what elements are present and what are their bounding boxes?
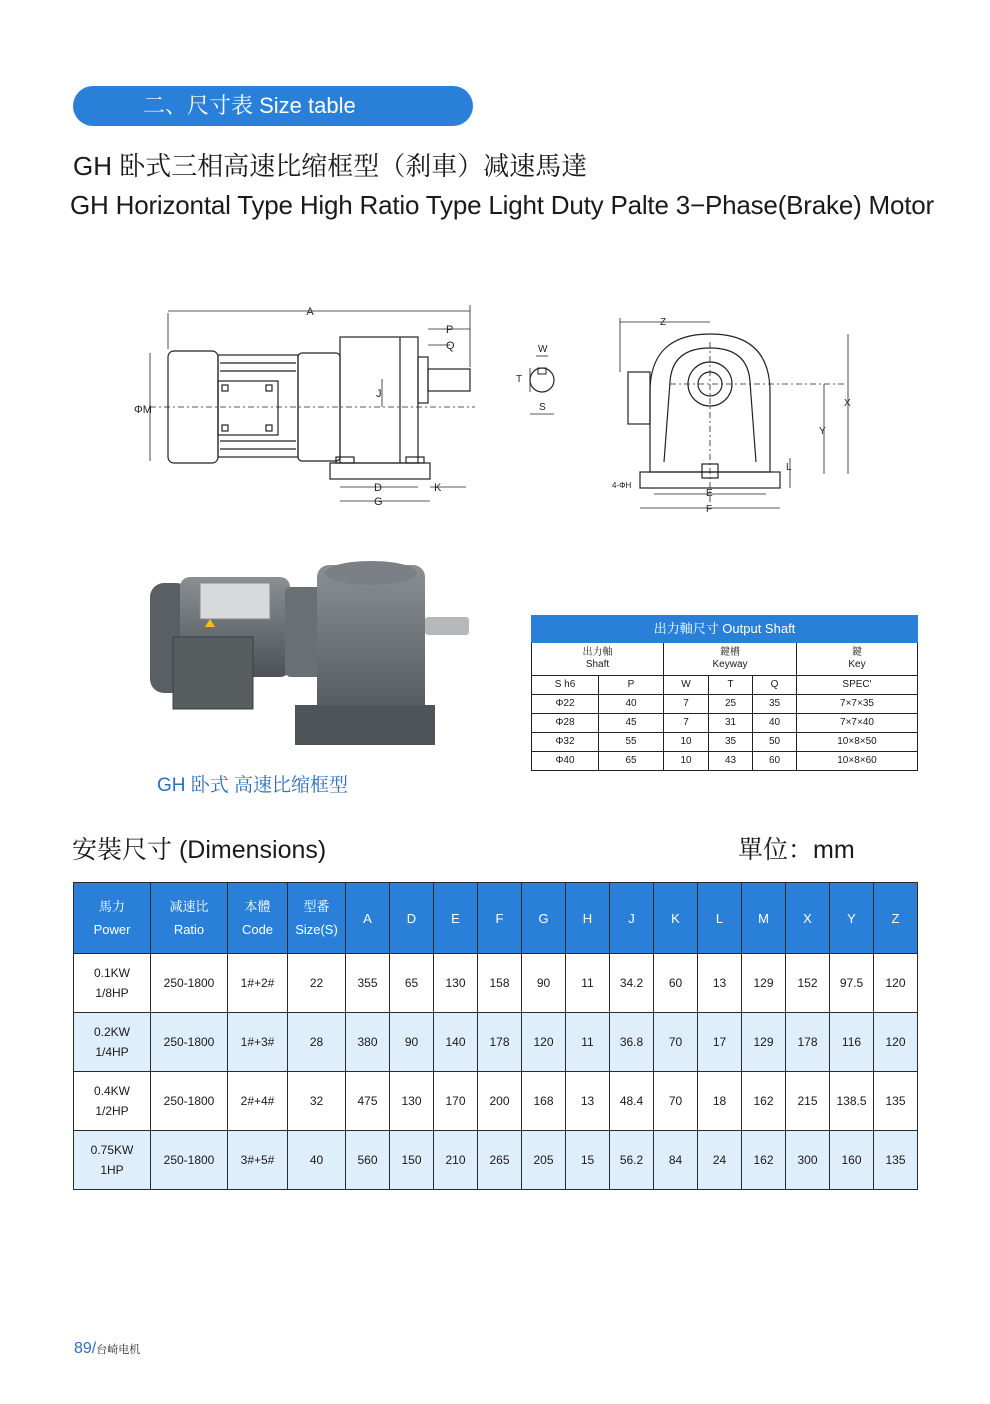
header-J: J: [610, 883, 654, 954]
group-key: 鍵 Key: [797, 643, 918, 676]
label-M: ΦM: [134, 404, 152, 416]
gear-motor-photo: [145, 555, 475, 760]
table-cell: 65: [390, 954, 434, 1013]
label-W: W: [538, 344, 548, 355]
table-cell: 1#+3#: [228, 1013, 288, 1072]
group-keyway: 鍵槽 Keyway: [664, 643, 797, 676]
table-cell: 178: [478, 1013, 522, 1072]
label-T: T: [516, 374, 523, 385]
header-size: 型番 Size(S): [288, 883, 346, 954]
page-footer: [74, 1340, 140, 1358]
power-cell: 0.4KW 1/2HP: [74, 1072, 151, 1131]
label-H: 4-ΦH: [612, 481, 632, 490]
table-cell: 355: [346, 954, 390, 1013]
table-cell: 15: [566, 1131, 610, 1190]
table-cell: 130: [390, 1072, 434, 1131]
page-number: 89/: [74, 1340, 97, 1357]
header-E: E: [434, 883, 478, 954]
table-row: [74, 1013, 918, 1072]
dimensions-body: [74, 954, 918, 1190]
power-cell: 0.2KW 1/4HP: [74, 1013, 151, 1072]
table-row: [74, 1131, 918, 1190]
table-cell: 140: [434, 1013, 478, 1072]
table-row: Φ40 65 10 43 60 10×8×60: [532, 752, 918, 771]
label-Z: Z: [660, 317, 667, 328]
table-row: [74, 954, 918, 1013]
table-row: Φ32 55 10 35 50 10×8×50: [532, 733, 918, 752]
header-G: G: [522, 883, 566, 954]
table-cell: 11: [566, 1013, 610, 1072]
power-cell: 0.1KW 1/8HP: [74, 954, 151, 1013]
col-header: Q: [753, 676, 797, 695]
label-J: J: [376, 388, 382, 400]
table-cell: 215: [786, 1072, 830, 1131]
header-A: A: [346, 883, 390, 954]
table-cell: 475: [346, 1072, 390, 1131]
label-L: L: [786, 462, 792, 473]
table-cell: 250-1800: [151, 1013, 228, 1072]
table-cell: 250-1800: [151, 954, 228, 1013]
table-cell: 168: [522, 1072, 566, 1131]
table-cell: 1#+2#: [228, 954, 288, 1013]
table-cell: 60: [654, 954, 698, 1013]
table-cell: 560: [346, 1131, 390, 1190]
group-shaft: 出力軸 Shaft: [532, 643, 664, 676]
header-X: X: [786, 883, 830, 954]
header-L: L: [698, 883, 742, 954]
table-cell: 205: [522, 1131, 566, 1190]
table-cell: 130: [434, 954, 478, 1013]
table-cell: 3#+5#: [228, 1131, 288, 1190]
table-cell: 162: [742, 1072, 786, 1131]
output-shaft-title: 出力軸尺寸 Output Shaft: [532, 616, 918, 643]
label-S: S: [539, 402, 546, 413]
table-cell: 158: [478, 954, 522, 1013]
label-Q: Q: [446, 340, 455, 352]
table-cell: 90: [390, 1013, 434, 1072]
table-cell: 178: [786, 1013, 830, 1072]
table-cell: 90: [522, 954, 566, 1013]
table-cell: 22: [288, 954, 346, 1013]
table-cell: 300: [786, 1131, 830, 1190]
table-cell: 210: [434, 1131, 478, 1190]
label-X: X: [844, 398, 851, 409]
table-cell: 120: [522, 1013, 566, 1072]
table-cell: 48.4: [610, 1072, 654, 1131]
front-view-drawing: [610, 312, 860, 517]
table-cell: 28: [288, 1013, 346, 1072]
label-Y: Y: [819, 426, 826, 437]
table-cell: 13: [566, 1072, 610, 1131]
side-view-drawing: [130, 295, 475, 515]
table-cell: 120: [874, 954, 918, 1013]
power-cell: 0.75KW 1HP: [74, 1131, 151, 1190]
section-header-label: 二、尺寸表 Size table: [143, 93, 356, 118]
shaft-column-header-row: [532, 676, 918, 695]
dimensions-header-row: [74, 883, 918, 954]
table-cell: 11: [566, 954, 610, 1013]
key-section-drawing: [508, 340, 568, 420]
output-shaft-table: [531, 615, 918, 771]
footer-brand: 台崎电机: [96, 1344, 141, 1356]
table-cell: 162: [742, 1131, 786, 1190]
table-cell: 170: [434, 1072, 478, 1131]
label-E: E: [706, 488, 713, 499]
col-header: P: [599, 676, 664, 695]
dimensions-title: 安裝尺寸 (Dimensions): [72, 836, 327, 864]
label-K: K: [434, 482, 442, 494]
header-F: F: [478, 883, 522, 954]
table-cell: 24: [698, 1131, 742, 1190]
label-F: F: [706, 504, 713, 515]
table-row: [74, 1072, 918, 1131]
header-K: K: [654, 883, 698, 954]
table-cell: 116: [830, 1013, 874, 1072]
page-title-en: GH Horizontal Type High Ratio Type Light Duty Palte 3−Phase(Brake) Motor: [70, 190, 935, 220]
table-cell: 18: [698, 1072, 742, 1131]
table-cell: 17: [698, 1013, 742, 1072]
table-cell: 120: [874, 1013, 918, 1072]
col-header: W: [664, 676, 709, 695]
table-cell: 70: [654, 1072, 698, 1131]
table-cell: 265: [478, 1131, 522, 1190]
col-header: SPEC': [797, 676, 918, 695]
header-power: 馬力 Power: [74, 883, 151, 954]
table-cell: 13: [698, 954, 742, 1013]
table-cell: 250-1800: [151, 1131, 228, 1190]
table-cell: 32: [288, 1072, 346, 1131]
table-cell: 135: [874, 1072, 918, 1131]
col-header: T: [709, 676, 753, 695]
label-P: P: [446, 324, 454, 336]
label-D: D: [374, 482, 382, 494]
header-H: H: [566, 883, 610, 954]
header-Y: Y: [830, 883, 874, 954]
table-cell: 2#+4#: [228, 1072, 288, 1131]
header-Z: Z: [874, 883, 918, 954]
label-A: A: [306, 306, 314, 318]
header-code: 本體 Code: [228, 883, 288, 954]
unit-label: 單位：mm: [738, 836, 855, 864]
table-cell: 138.5: [830, 1072, 874, 1131]
photo-caption: GH 卧式 高速比缩框型: [157, 775, 349, 796]
table-cell: 56.2: [610, 1131, 654, 1190]
table-cell: 152: [786, 954, 830, 1013]
page-title-cn: GH 卧式三相高速比缩框型（刹車）减速馬達: [73, 151, 588, 181]
table-cell: 129: [742, 1013, 786, 1072]
header-ratio: 减速比 Ratio: [151, 883, 228, 954]
table-cell: 97.5: [830, 954, 874, 1013]
table-cell: 380: [346, 1013, 390, 1072]
section-header-pill: [73, 86, 473, 126]
table-row: Φ22 40 7 25 35 7×7×35: [532, 695, 918, 714]
table-cell: 36.8: [610, 1013, 654, 1072]
table-cell: 135: [874, 1131, 918, 1190]
table-cell: 34.2: [610, 954, 654, 1013]
label-G: G: [374, 496, 383, 508]
table-cell: 70: [654, 1013, 698, 1072]
table-cell: 84: [654, 1131, 698, 1190]
header-D: D: [390, 883, 434, 954]
table-cell: 200: [478, 1072, 522, 1131]
table-cell: 160: [830, 1131, 874, 1190]
table-cell: 129: [742, 954, 786, 1013]
col-header: S h6: [532, 676, 599, 695]
table-cell: 40: [288, 1131, 346, 1190]
table-cell: 250-1800: [151, 1072, 228, 1131]
table-cell: 150: [390, 1131, 434, 1190]
dimensions-table: [73, 882, 918, 1190]
header-M: M: [742, 883, 786, 954]
table-row: Φ28 45 7 31 40 7×7×40: [532, 714, 918, 733]
